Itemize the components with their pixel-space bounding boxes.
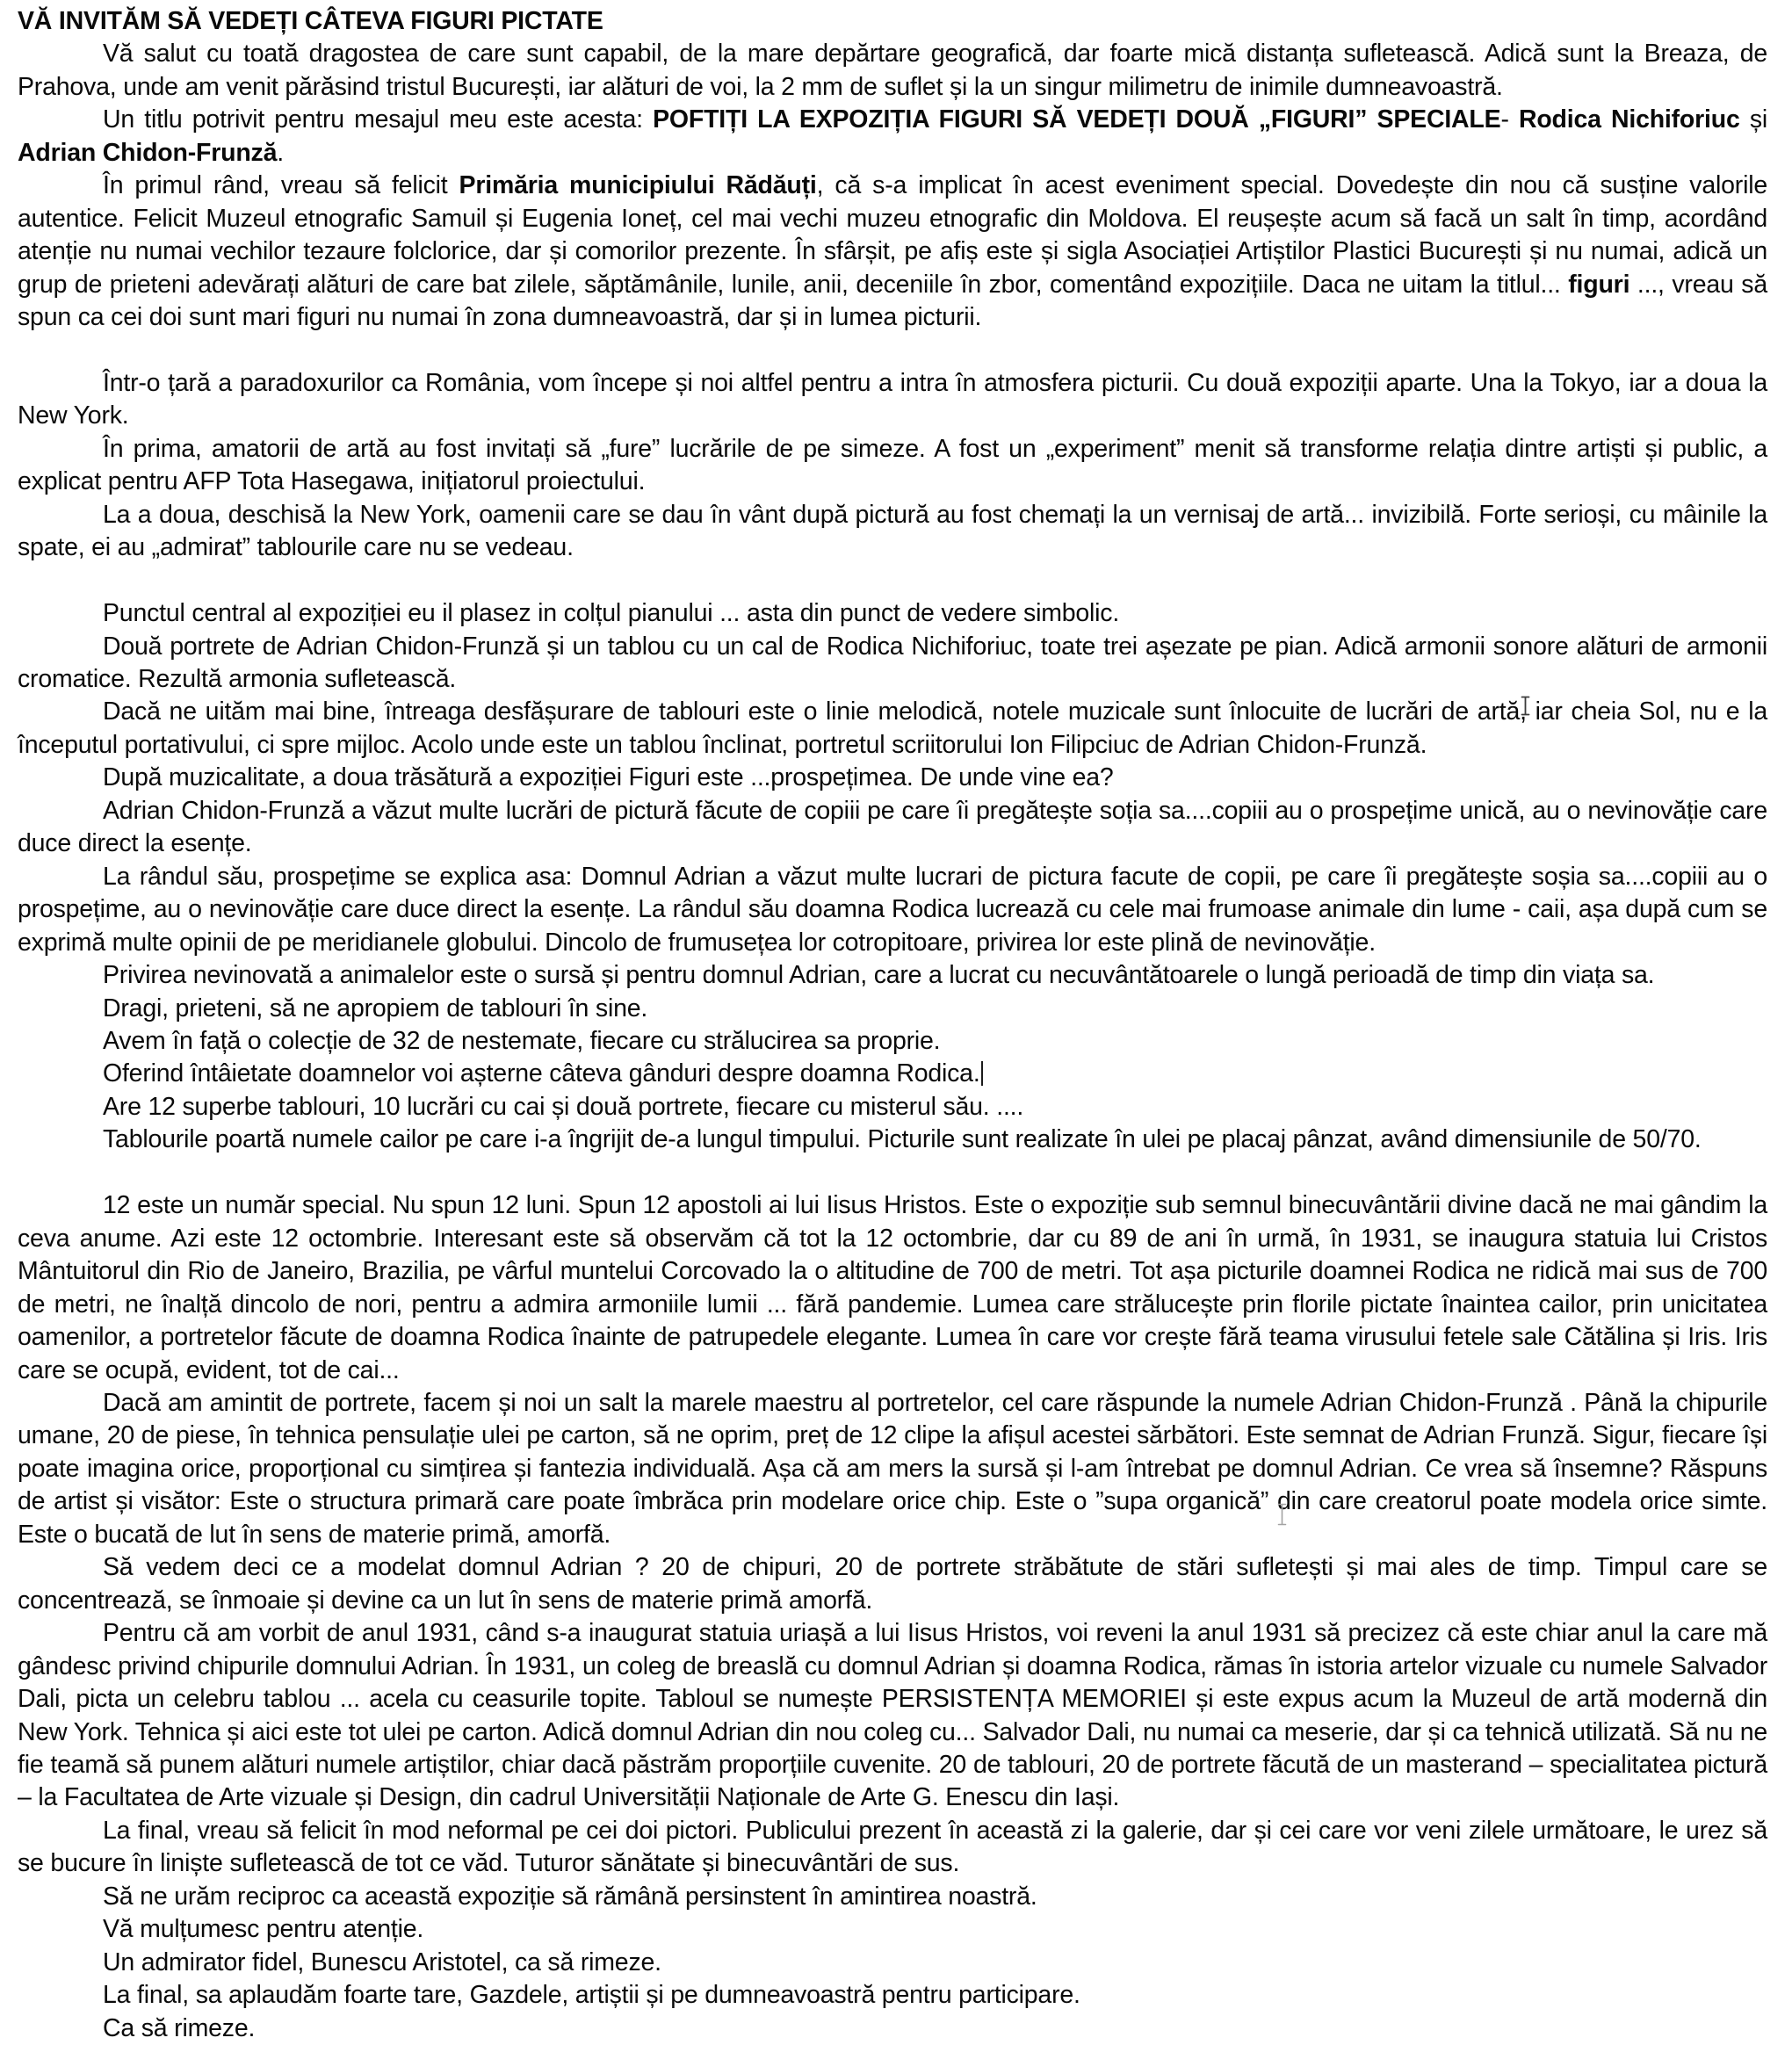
- paragraph[interactable]: [18, 170, 1767, 334]
- text-run: și: [1739, 105, 1768, 134]
- text-run: Să vedem deci ce a modelat domnul Adrian ? 20 de chipuri, 20 de portrete străbătute de stări sufletești și mai ales de timp. Timpul care se concentrează, se înmoaie și devine ca un lut în sens de materie primă amorfă.: [18, 1553, 1767, 1615]
- text-run: Într-o țară a paradoxurilor ca România, vom începe și noi altfel pentru a intra în atmosfera picturii. Cu două expoziții aparte. Una la Tokyo, iar a doua la New York.: [18, 368, 1767, 430]
- paragraph[interactable]: [18, 1025, 1767, 1058]
- paragraph[interactable]: [18, 1617, 1767, 1815]
- paragraph[interactable]: [18, 696, 1767, 762]
- paragraph[interactable]: [18, 993, 1767, 1025]
- text-run: Vă mulțumesc pentru atenție.: [103, 1915, 424, 1944]
- text-run: Dacă am amintit de portrete, facem și noi un salt la marele maestru al portretelor, cel care răspunde la numele Adrian Chidon-Frunză . Până la chipurile umane, 20 de piese, în tehnica pensulație ulei pe carton, să ne oprim, preț de 12 clipe la afișul acestei sărbători. Este semnat de Adrian Frunză. Sigur, fiecare își poate imagina orice, proporțional cu simțirea și fantezia individuală. Așa că am mers la sursă și l-am întrebat pe domnul Adrian. Ce vrea să însemne? Răspuns de artist și visător: Este o structura primară care poate îmbrăca prin modelare orice chip. Este o ”supa organică” din care creatorul poate modela orice simte. Este o bucată de lut în sens de materie primă, amorfă.: [18, 1388, 1767, 1549]
- text-run: Avem în față o colecție de 32 de nestemate, fiecare cu strălucirea sa proprie.: [103, 1027, 941, 1056]
- paragraph[interactable]: [18, 597, 1767, 630]
- paragraph[interactable]: [18, 1881, 1767, 1913]
- paragraph[interactable]: [18, 433, 1767, 499]
- paragraph[interactable]: [18, 1551, 1767, 1617]
- paragraph[interactable]: [18, 861, 1767, 959]
- paragraph[interactable]: [18, 1979, 1767, 2012]
- paragraph[interactable]: [18, 104, 1767, 170]
- text-run: În prima, amatorii de artă au fost invitați să „fure” lucrările de pe simeze. A fost un „experiment” menit să transforme relația dintre artiști și public, a explicat pentru AFP Tota Hasegawa, inițiatorul proiectului.: [18, 434, 1767, 496]
- text-run: Are 12 superbe tablouri, 10 lucrări cu cai și două portrete, fiecare cu misterul său. ....: [103, 1092, 1024, 1121]
- paragraph[interactable]: [18, 1058, 1767, 1090]
- paragraph[interactable]: [18, 762, 1767, 794]
- text-run: Pentru că am vorbit de anul 1931, când s-a inaugurat statuia uriașă a lui Iisus Hristos, voi reveni la anul 1931 să precizez că este chiar anul la care mă gândesc privind chipurile domnului Adrian. În 1931, un coleg de breaslă cu domnul Adrian și doamna Rodica, rămas în istoria artelor vizuale cu numele Salvador Dali, picta un celebru tablou ... acela cu ceasurile topite. Tabloul se numește PERSISTENȚA MEMORIEI și este expus acum la Muzeul de artă modernă din New York. Tehnica și aici este tot ulei pe carton. Adică domnul Adrian din nou coleg cu... Salvador Dali, nu numai ca meserie, dar și ca tehnică utilizată. Să nu ne fie teamă să punem alături numele artiștilor, chiar dacă păstrăm proporțiile cuvenite. 20 de tablouri, 20 de portrete făcută de un masterand – specialitatea pictură – la Facultatea de Arte vizuale și Design, din cadrul Universității Naționale de Arte G. Enescu din Iași.: [18, 1619, 1767, 1812]
- text-run-bold: POFTIȚI LA EXPOZIȚIA FIGURI SĂ VEDEȚI DOUĂ „FIGURI” SPECIALE: [653, 105, 1501, 134]
- text-run: Un titlu potrivit pentru mesajul meu este acesta:: [103, 105, 654, 134]
- text-run: Oferind întâietate doamnelor voi așterne câteva gânduri despre doamna Rodica.: [103, 1059, 980, 1088]
- text-run: La final, sa aplaudăm foarte tare, Gazdele, artiștii și pe dumneavoastră pentru participare.: [103, 1981, 1080, 2010]
- document-body: [18, 38, 1767, 2045]
- paragraph[interactable]: [18, 1815, 1767, 1881]
- text-run: 12 este un număr special. Nu spun 12 luni. Spun 12 apostoli ai lui Iisus Hristos. Este o expoziție sub semnul binecuvântării divine dacă ne mai gândim la ceva anume. Azi este 12 octombrie. Interesant este să observăm că tot la 12 octombrie, dar cu 89 de ani în urmă, în 1931, se inaugura statuia lui Cristos Mântuitorul din Rio de Janeiro, Brazilia, pe vârful muntelui Corcovado la o altitudine de 700 de metri. Tot așa picturile doamnei Rodica ne ridică mai sus de 700 de metri, ne înalță dincolo de nori, pentru a admira armoniile lumii ... fără pandemie. Lumea care strălucește prin florile pictate înaintea cailor, prin unicitatea oamenilor, a portretelor făcute de doamna Rodica înainte de patrupedele elegante. Lumea în care vor crește fără teama virusului fetele sale Cătălina și Iris. Iris care se ocupă, evident, tot de cai...: [18, 1191, 1767, 1384]
- text-run: Privirea nevinovată a animalelor este o sursă și pentru domnul Adrian, care a lucrat cu necuvântătoarele o lungă perioadă de timp din viața sa.: [103, 961, 1655, 990]
- text-run: Două portrete de Adrian Chidon-Frunză și un tablou cu un cal de Rodica Nichiforiuc, toate trei așezate pe pian. Adică armonii sonore alături de armonii cromatice. Rezultă armonia sufletească.: [18, 632, 1767, 694]
- text-run: La rândul său, prospețime se explica asa: Domnul Adrian a văzut multe lucrari de pictura facute de copii, pe care îi pregătește soșia sa....copiii au o prospețime, au o nevinovăție care duce direct la esențe. La rândul său doamna Rodica lucrează cu cele mai frumoase animale din lume - caii, așa după cum se exprimă multe opinii de pe meridianele globului. Dincolo de frumusețea lor cotropitoare, privirea lor este plină de nevinovăție.: [18, 862, 1767, 957]
- text-run: Ca să rimeze.: [103, 2013, 256, 2042]
- text-run: Adrian Chidon-Frunză a văzut multe lucrări de pictură făcute de copiii pe care îi pregătește soția sa....copiii au o prospețime unică, au o nevinovăție care duce direct la esențe.: [18, 796, 1767, 858]
- paragraph[interactable]: [18, 1947, 1767, 1979]
- text-run: După muzicalitate, a doua trăsătură a expoziției Figuri este ...prospețimea. De unde vine ea?: [103, 763, 1114, 792]
- text-caret: [981, 1061, 983, 1086]
- text-run: .: [277, 138, 284, 167]
- paragraph[interactable]: [18, 1091, 1767, 1124]
- paragraph[interactable]: [18, 1124, 1767, 1156]
- text-run: La final, vreau să felicit în mod neformal pe cei doi pictori. Publicului prezent în această zi la galerie, dar și cei care vor veni zilele următoare, le urez să se bucure în liniște sufletească de tot ce văd. Tuturor sănătate și binecuvântări de sus.: [18, 1816, 1767, 1878]
- text-run: Dragi, prieteni, să ne apropiem de tablouri în sine.: [103, 994, 648, 1022]
- text-run: Tablourile poartă numele cailor pe care i-a îngrijit de-a lungul timpului. Picturile sunt realizate în ulei pe placaj pânzat, având dimensiunile de 50/70.: [103, 1125, 1702, 1154]
- paragraph[interactable]: [18, 1913, 1767, 1946]
- text-run: , că s-a implicat în acest eveniment special. Dovedește din nou că susține valorile autentice. Felicit Muzeul etnografic Samuil și Eugenia Ioneț, cel mai vechi muzeu etnografic din Moldova. El reușește acum să facă un salt în timp, acordând atenție nu numai vechilor tezaure folclorice, dar și comorilor prezente. În sfârșit, pe afiș este și sigla Asociației Artiștilor Plastici București și nu numai, adică un grup de prieteni adevărați alături de care bat zilele, săptămânile, lunile, anii, deceniile în zbor, comentând expozițiile. Daca ne uitam la titlul...: [18, 171, 1767, 299]
- text-run-bold: figuri: [1568, 270, 1630, 299]
- paragraph[interactable]: [18, 367, 1767, 433]
- paragraph[interactable]: [18, 795, 1767, 861]
- paragraph[interactable]: [18, 1189, 1767, 1387]
- paragraph[interactable]: [18, 631, 1767, 697]
- paragraph[interactable]: [18, 499, 1767, 565]
- text-run: Dacă ne uităm mai bine, întreaga desfășurare de tablouri este o linie melodică, notele muzicale sunt înlocuite de lucrări de artă, iar cheia Sol, nu e la începutul portativului, ci spre mijloc. Acolo unde este un tablou înclinat, portretul scriitorului Ion Filipciuc de Adrian Chidon-Frunză.: [18, 697, 1767, 759]
- text-run-bold: Rodica Nichiforiuc: [1518, 105, 1740, 134]
- paragraph[interactable]: [18, 2012, 1767, 2045]
- text-run: La a doua, deschisă la New York, oamenii care se dau în vânt după pictură au fost chemați la un vernisaj de artă... invizibilă. Forte serioși, cu mâinile la spate, ei au „admirat” tablourile care nu se vedeau.: [18, 500, 1767, 562]
- text-run: Să ne urăm reciproc ca această expoziție să rămână persinstent în amintirea noastră.: [103, 1882, 1037, 1911]
- text-run-bold: Primăria municipiului Rădăuți: [459, 171, 817, 200]
- text-run: Vă salut cu toată dragostea de care sunt capabil, de la mare depărtare geografică, dar foarte mică distanța sufletească. Adică sunt la Breaza, de Prahova, unde am venit părăsind tristul București, iar alături de voi, la 2 mm de suflet și la un singur milimetru de inimile dumneavoastră.: [18, 40, 1767, 101]
- text-run-bold: Adrian Chidon-Frunză: [18, 138, 278, 167]
- document-title: VĂ INVITĂM SĂ VEDEȚI CÂTEVA FIGURI PICTATE: [18, 7, 603, 35]
- paragraph[interactable]: [18, 1387, 1767, 1551]
- text-run: Un admirator fidel, Bunescu Aristotel, ca să rimeze.: [103, 1947, 661, 1976]
- paragraph[interactable]: [18, 959, 1767, 992]
- text-run: În primul rând, vreau să felicit: [103, 171, 459, 200]
- paragraph[interactable]: [18, 38, 1767, 104]
- text-run: Punctul central al expoziției eu il plasez in colțul pianului ... asta din punct de vedere simbolic.: [103, 599, 1120, 628]
- text-run: -: [1500, 105, 1519, 134]
- text-run: ..., vreau să spun ca cei doi sunt mari figuri nu numai în zona dumneavoastră, dar și in lumea picturii.: [18, 270, 1767, 332]
